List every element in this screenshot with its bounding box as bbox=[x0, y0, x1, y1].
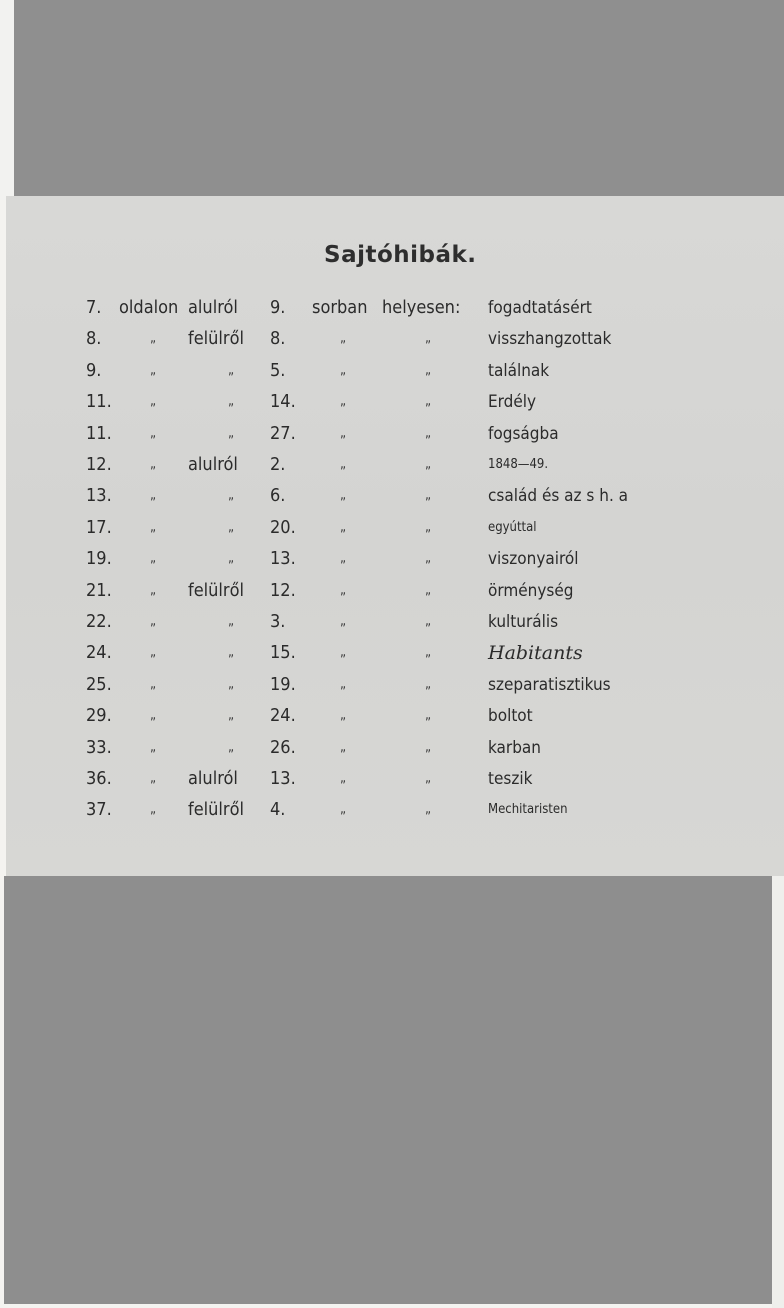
errata-mark2: „ bbox=[340, 771, 347, 786]
errata-mark3: „ bbox=[425, 331, 432, 346]
errata-correction: szeparatisztikus bbox=[488, 675, 611, 695]
scan-dark-band-top bbox=[14, 0, 784, 200]
errata-mark1: „ bbox=[150, 645, 157, 660]
errata-direction: felülről bbox=[188, 580, 244, 601]
errata-line: 14. bbox=[270, 391, 296, 412]
errata-mark2: „ bbox=[340, 426, 347, 441]
errata-line: 13. bbox=[270, 548, 296, 569]
errata-correction: karban bbox=[488, 738, 541, 758]
errata-correction: kulturális bbox=[488, 612, 559, 632]
errata-line: 24. bbox=[270, 705, 296, 726]
errata-direction: „ bbox=[228, 551, 235, 566]
errata-direction: alulról bbox=[188, 768, 238, 789]
errata-correction: Erdély bbox=[488, 392, 537, 412]
errata-correction: boltot bbox=[488, 706, 533, 726]
errata-mark2: „ bbox=[340, 677, 347, 692]
errata-mark2: „ bbox=[340, 740, 347, 755]
errata-line: 13. bbox=[270, 768, 296, 789]
errata-correction: 1848—49. bbox=[488, 457, 549, 472]
errata-mark2: „ bbox=[340, 457, 347, 472]
errata-line: 2. bbox=[270, 454, 286, 475]
errata-mark2: „ bbox=[340, 488, 347, 503]
errata-mark3: „ bbox=[425, 394, 432, 409]
errata-line: 6. bbox=[270, 485, 286, 506]
errata-mark3: „ bbox=[425, 488, 432, 503]
errata-line: 3. bbox=[270, 611, 286, 632]
errata-page: 36. bbox=[86, 768, 112, 789]
errata-direction: „ bbox=[228, 708, 235, 723]
errata-direction: „ bbox=[228, 363, 235, 378]
errata-correction: teszik bbox=[488, 769, 533, 789]
errata-word-oldalon: oldalon bbox=[119, 297, 179, 318]
errata-mark1: „ bbox=[150, 740, 157, 755]
errata-mark1: „ bbox=[150, 363, 157, 378]
errata-mark1: „ bbox=[150, 394, 157, 409]
errata-correction: család és az s h. a bbox=[488, 486, 629, 506]
scan-margin bbox=[0, 0, 14, 200]
errata-mark1: „ bbox=[150, 708, 157, 723]
errata-line: 26. bbox=[270, 737, 296, 758]
errata-page: 11. bbox=[86, 423, 112, 444]
errata-mark2: „ bbox=[340, 363, 347, 378]
errata-page: 17. bbox=[86, 517, 112, 538]
errata-mark2: „ bbox=[340, 708, 347, 723]
errata-mark1: „ bbox=[150, 520, 157, 535]
errata-mark3: „ bbox=[425, 677, 432, 692]
errata-correction: visszhangzottak bbox=[488, 329, 612, 349]
errata-mark1: „ bbox=[150, 771, 157, 786]
errata-mark1: „ bbox=[150, 457, 157, 472]
errata-page: 7. bbox=[86, 297, 102, 318]
errata-mark3: „ bbox=[425, 771, 432, 786]
errata-page: 33. bbox=[86, 737, 112, 758]
errata-mark2: „ bbox=[340, 551, 347, 566]
errata-mark2: „ bbox=[340, 583, 347, 598]
errata-mark2: „ bbox=[340, 802, 347, 817]
errata-direction: „ bbox=[228, 520, 235, 535]
errata-correction: Mechitaristen bbox=[488, 802, 568, 817]
errata-page: 11. bbox=[86, 391, 112, 412]
errata-mark1: „ bbox=[150, 614, 157, 629]
scan-dark-band-bottom bbox=[4, 876, 772, 1304]
errata-correction: fogadtatásért bbox=[488, 298, 592, 318]
errata-mark1: „ bbox=[150, 583, 157, 598]
errata-mark2: „ bbox=[340, 331, 347, 346]
errata-page: 8. bbox=[86, 328, 102, 349]
errata-line: 9. bbox=[270, 297, 286, 318]
errata-sorban: sorban bbox=[312, 297, 368, 318]
errata-direction: „ bbox=[228, 614, 235, 629]
errata-correction: találnak bbox=[488, 361, 550, 381]
errata-line: 20. bbox=[270, 517, 296, 538]
errata-mark3: „ bbox=[425, 551, 432, 566]
errata-page: 37. bbox=[86, 799, 112, 820]
errata-page: 22. bbox=[86, 611, 112, 632]
errata-mark3: „ bbox=[425, 520, 432, 535]
errata-direction: „ bbox=[228, 488, 235, 503]
errata-mark3: „ bbox=[425, 708, 432, 723]
errata-page: 9. bbox=[86, 360, 102, 381]
errata-page: 13. bbox=[86, 485, 112, 506]
errata-mark1: „ bbox=[150, 426, 157, 441]
errata-mark3: „ bbox=[425, 363, 432, 378]
errata-correction: örménység bbox=[488, 581, 574, 601]
errata-mark2: „ bbox=[340, 614, 347, 629]
errata-page: 21. bbox=[86, 580, 112, 601]
page-title: Sajtóhibák. bbox=[324, 242, 477, 268]
errata-page: 19. bbox=[86, 548, 112, 569]
errata-mark2: „ bbox=[340, 520, 347, 535]
errata-correction: egyúttal bbox=[488, 520, 537, 535]
errata-correction: Habitants bbox=[488, 642, 583, 664]
errata-mark1: „ bbox=[150, 802, 157, 817]
errata-helyesen: helyesen: bbox=[382, 297, 461, 318]
errata-direction: „ bbox=[228, 645, 235, 660]
errata-page: 25. bbox=[86, 674, 112, 695]
errata-mark1: „ bbox=[150, 677, 157, 692]
errata-mark3: „ bbox=[425, 740, 432, 755]
errata-mark3: „ bbox=[425, 457, 432, 472]
errata-direction: felülről bbox=[188, 799, 244, 820]
errata-line: 27. bbox=[270, 423, 296, 444]
errata-page: 12. bbox=[86, 454, 112, 475]
errata-mark1: „ bbox=[150, 551, 157, 566]
errata-line: 4. bbox=[270, 799, 286, 820]
errata-line: 19. bbox=[270, 674, 296, 695]
errata-direction: felülről bbox=[188, 328, 244, 349]
errata-direction: „ bbox=[228, 740, 235, 755]
errata-mark3: „ bbox=[425, 583, 432, 598]
errata-direction: alulról bbox=[188, 454, 238, 475]
errata-mark1: „ bbox=[150, 488, 157, 503]
errata-mark3: „ bbox=[425, 802, 432, 817]
errata-page: 24. bbox=[86, 642, 112, 663]
errata-mark2: „ bbox=[340, 394, 347, 409]
errata-direction: „ bbox=[228, 394, 235, 409]
errata-direction: „ bbox=[228, 426, 235, 441]
errata-mark2: „ bbox=[340, 645, 347, 660]
errata-mark3: „ bbox=[425, 645, 432, 660]
errata-mark1: „ bbox=[150, 331, 157, 346]
errata-direction: „ bbox=[228, 677, 235, 692]
errata-line: 5. bbox=[270, 360, 286, 381]
errata-correction: viszonyairól bbox=[488, 549, 579, 569]
scan-margin bbox=[772, 876, 784, 1308]
errata-mark3: „ bbox=[425, 614, 432, 629]
errata-page: 29. bbox=[86, 705, 112, 726]
errata-line: 12. bbox=[270, 580, 296, 601]
errata-line: 15. bbox=[270, 642, 296, 663]
errata-mark3: „ bbox=[425, 426, 432, 441]
errata-line: 8. bbox=[270, 328, 286, 349]
errata-direction: alulról bbox=[188, 297, 238, 318]
errata-correction: fogságba bbox=[488, 424, 559, 444]
